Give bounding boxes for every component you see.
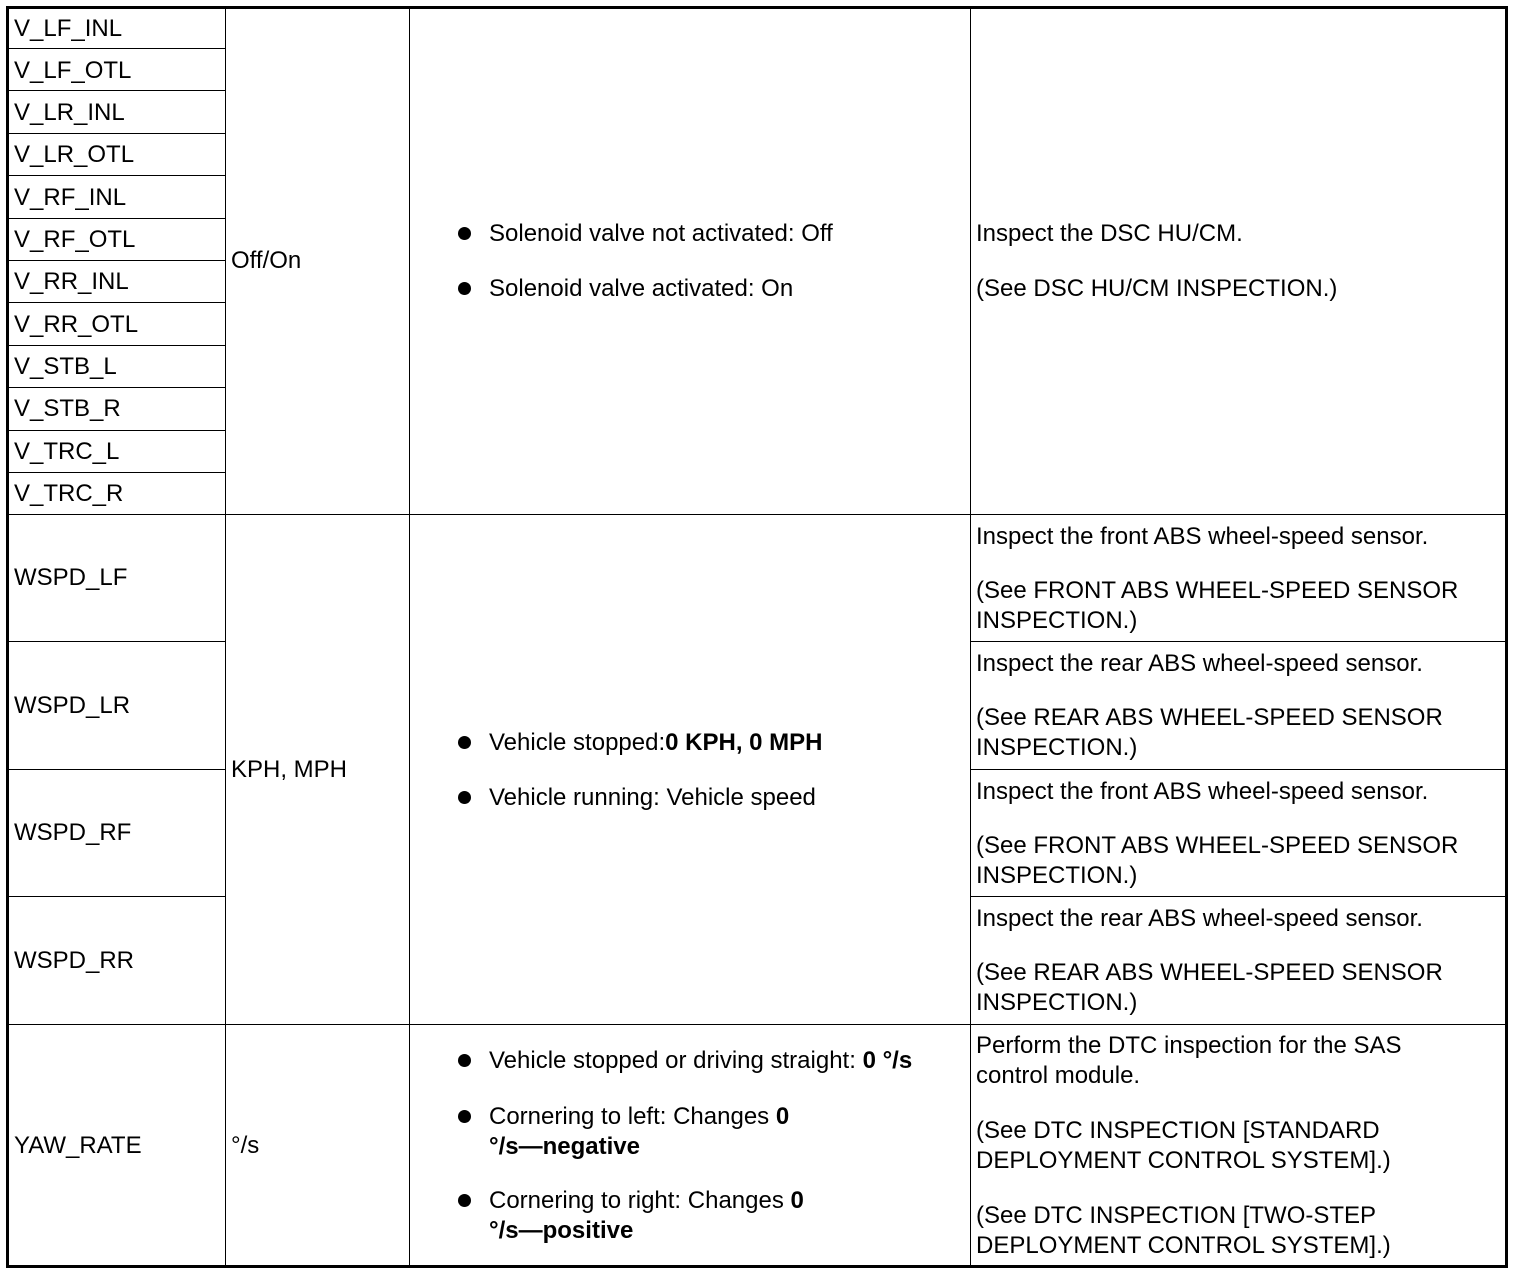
action-text: Inspect the DSC HU/CM. <box>976 220 1243 247</box>
action-text: Perform the DTC inspection for the SAS <box>976 1032 1402 1059</box>
column-divider <box>225 9 226 1265</box>
row-divider <box>9 387 225 388</box>
action-text: Inspect the front ABS wheel-speed sensor. <box>976 523 1429 550</box>
condition-text: Vehicle stopped or driving straight: 0 °/s <box>489 1047 913 1074</box>
bullet-icon <box>458 1194 471 1207</box>
action-text: DEPLOYMENT CONTROL SYSTEM].) <box>976 1147 1391 1174</box>
pid-cell: V_LF_OTL <box>14 57 132 84</box>
row-divider <box>9 769 225 770</box>
row-divider <box>9 175 225 176</box>
action-text: (See DTC INSPECTION [STANDARD <box>976 1117 1380 1144</box>
condition-text: Vehicle running: Vehicle speed <box>489 784 816 811</box>
column-divider <box>409 9 410 1265</box>
bullet-icon <box>458 736 471 749</box>
bullet-icon <box>458 1110 471 1123</box>
action-text: Inspect the rear ABS wheel-speed sensor. <box>976 650 1423 677</box>
condition-text: Solenoid valve not activated: Off <box>489 220 833 247</box>
pid-cell: V_TRC_R <box>14 480 124 507</box>
unit-cell: °/s <box>231 1132 260 1159</box>
pid-cell: V_LR_INL <box>14 99 125 126</box>
pid-cell: WSPD_RF <box>14 819 132 846</box>
row-divider <box>9 48 225 49</box>
action-text: (See FRONT ABS WHEEL-SPEED SENSOR <box>976 577 1459 604</box>
row-divider <box>970 641 1505 642</box>
action-text: INSPECTION.) <box>976 989 1138 1016</box>
column-divider <box>970 9 971 1265</box>
pid-cell: V_STB_L <box>14 353 117 380</box>
bullet-icon <box>458 227 471 240</box>
pid-cell: WSPD_RR <box>14 947 135 974</box>
row-divider <box>970 896 1505 897</box>
action-text: (See REAR ABS WHEEL-SPEED SENSOR <box>976 704 1443 731</box>
row-divider <box>9 260 225 261</box>
action-text: control module. <box>976 1062 1141 1089</box>
pid-cell: V_LF_INL <box>14 15 123 42</box>
action-text: (See REAR ABS WHEEL-SPEED SENSOR <box>976 959 1443 986</box>
condition-text: Cornering to right: Changes 0 <box>489 1187 804 1214</box>
pid-cell: WSPD_LR <box>14 692 131 719</box>
condition-text: Vehicle stopped:0 KPH, 0 MPH <box>489 729 823 756</box>
action-text: INSPECTION.) <box>976 862 1138 889</box>
pid-cell: V_RF_OTL <box>14 226 136 253</box>
row-divider <box>9 430 225 431</box>
pid-cell: V_RR_INL <box>14 268 129 295</box>
action-text: INSPECTION.) <box>976 607 1138 634</box>
action-text: (See DTC INSPECTION [TWO-STEP <box>976 1202 1377 1229</box>
pid-cell: V_STB_R <box>14 395 121 422</box>
condition-text: °/s—negative <box>489 1133 640 1160</box>
pid-cell: V_RR_OTL <box>14 311 139 338</box>
condition-text: Solenoid valve activated: On <box>489 275 794 302</box>
unit-cell: KPH, MPH <box>231 756 348 783</box>
unit-cell: Off/On <box>231 247 302 274</box>
condition-text: Cornering to left: Changes 0 <box>489 1103 790 1130</box>
condition-text: °/s—positive <box>489 1217 634 1244</box>
row-divider <box>9 133 225 134</box>
bullet-icon <box>458 1054 471 1067</box>
pid-cell: WSPD_LF <box>14 564 128 591</box>
row-divider <box>9 472 225 473</box>
bullet-icon <box>458 282 471 295</box>
action-text: Inspect the front ABS wheel-speed sensor. <box>976 778 1429 805</box>
action-text: Inspect the rear ABS wheel-speed sensor. <box>976 905 1423 932</box>
row-divider <box>9 218 225 219</box>
row-divider <box>9 90 225 91</box>
inspection-table <box>6 6 1508 1268</box>
pid-cell: V_TRC_L <box>14 438 120 465</box>
pid-cell: V_LR_OTL <box>14 141 135 168</box>
pid-cell: V_RF_INL <box>14 184 127 211</box>
row-divider <box>9 302 225 303</box>
row-divider <box>9 345 225 346</box>
bullet-icon <box>458 791 471 804</box>
action-text: (See DSC HU/CM INSPECTION.) <box>976 275 1338 302</box>
row-divider <box>9 896 225 897</box>
pid-cell: YAW_RATE <box>14 1132 142 1159</box>
row-divider <box>9 1024 1505 1025</box>
action-text: DEPLOYMENT CONTROL SYSTEM].) <box>976 1232 1391 1259</box>
row-divider <box>9 514 1505 515</box>
action-text: INSPECTION.) <box>976 734 1138 761</box>
action-text: (See FRONT ABS WHEEL-SPEED SENSOR <box>976 832 1459 859</box>
row-divider <box>9 641 225 642</box>
row-divider <box>970 769 1505 770</box>
